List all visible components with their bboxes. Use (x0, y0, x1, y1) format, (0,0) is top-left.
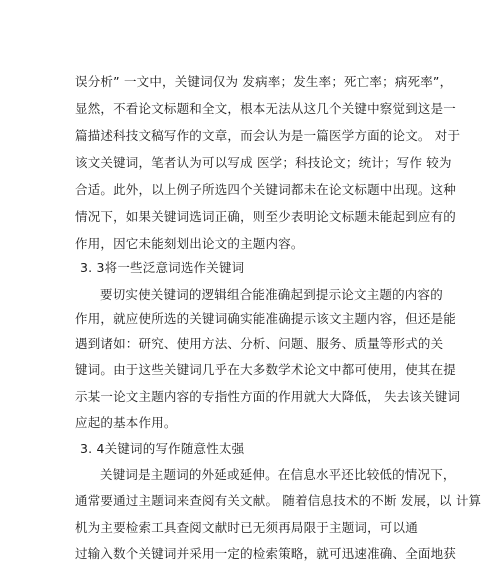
text-line: 应起的基本作用。 (75, 415, 177, 430)
text-line: 作用，就应使所选的关键词确实能准确提示该文主题内容，但还是能 (75, 311, 457, 326)
text-line: 作用，因它未能刻划出论文的主题内容。 (75, 236, 304, 251)
text-line: 通常要通过主题词来查阅有关文献。 随着信息技术的不断 发展，以 计算 (75, 493, 482, 508)
text-line: 遇到诸如：研究、使用方法、分析、问题、服务、质量等形式的关 (75, 336, 444, 351)
text-line: 合适。此外，以上例子所选四个关键词都未在论文标题中出现。这种 (75, 182, 457, 197)
text-line: 要切实使关键词的逻辑组合能准确起到提示论文主题的内容的 (100, 287, 443, 302)
text-line: 误分析” 一文中，关键词仅为 发病率；发生率；死亡率；病死率”， (75, 74, 453, 89)
section-heading-3-3: 3. 3将一些泛意词选作关键词 (80, 260, 245, 275)
text-line: 该文关键词，笔者认为可以写成 医学；科技论文；统计；写作 较为 (75, 155, 452, 170)
text-line: 关键词是主题词的外延或延伸。在信息水平还比较低的情况下， (100, 467, 456, 482)
text-line: 机为主要检索工具查阅文献时已无须再局限于主题词，可以通 (75, 520, 418, 535)
text-line: 过输入数个关键词并采用一定的检索策略，就可迅速准确、全面地获 (75, 546, 457, 561)
text-line: 键词。由于这些关键词几乎在大多数学术论文中都可使用，使其在提 (75, 362, 457, 377)
text-line: 篇描述科技文稿写作的文章，而会认为是一篇医学方面的论文。 对于 (75, 128, 461, 143)
section-heading-3-4: 3. 4关键词的写作随意性太强 (80, 441, 245, 456)
text-line: 情况下，如果关键词选词正确，则至少表明论文标题未能起到应有的 (75, 209, 457, 224)
text-line: 显然，不看论文标题和全文，根本无法从这几个关键中察觉到这是一 (75, 101, 457, 116)
text-line: 示某一论文主题内容的专指性方面的作用就大大降低， 失去该关键词 (75, 389, 461, 404)
